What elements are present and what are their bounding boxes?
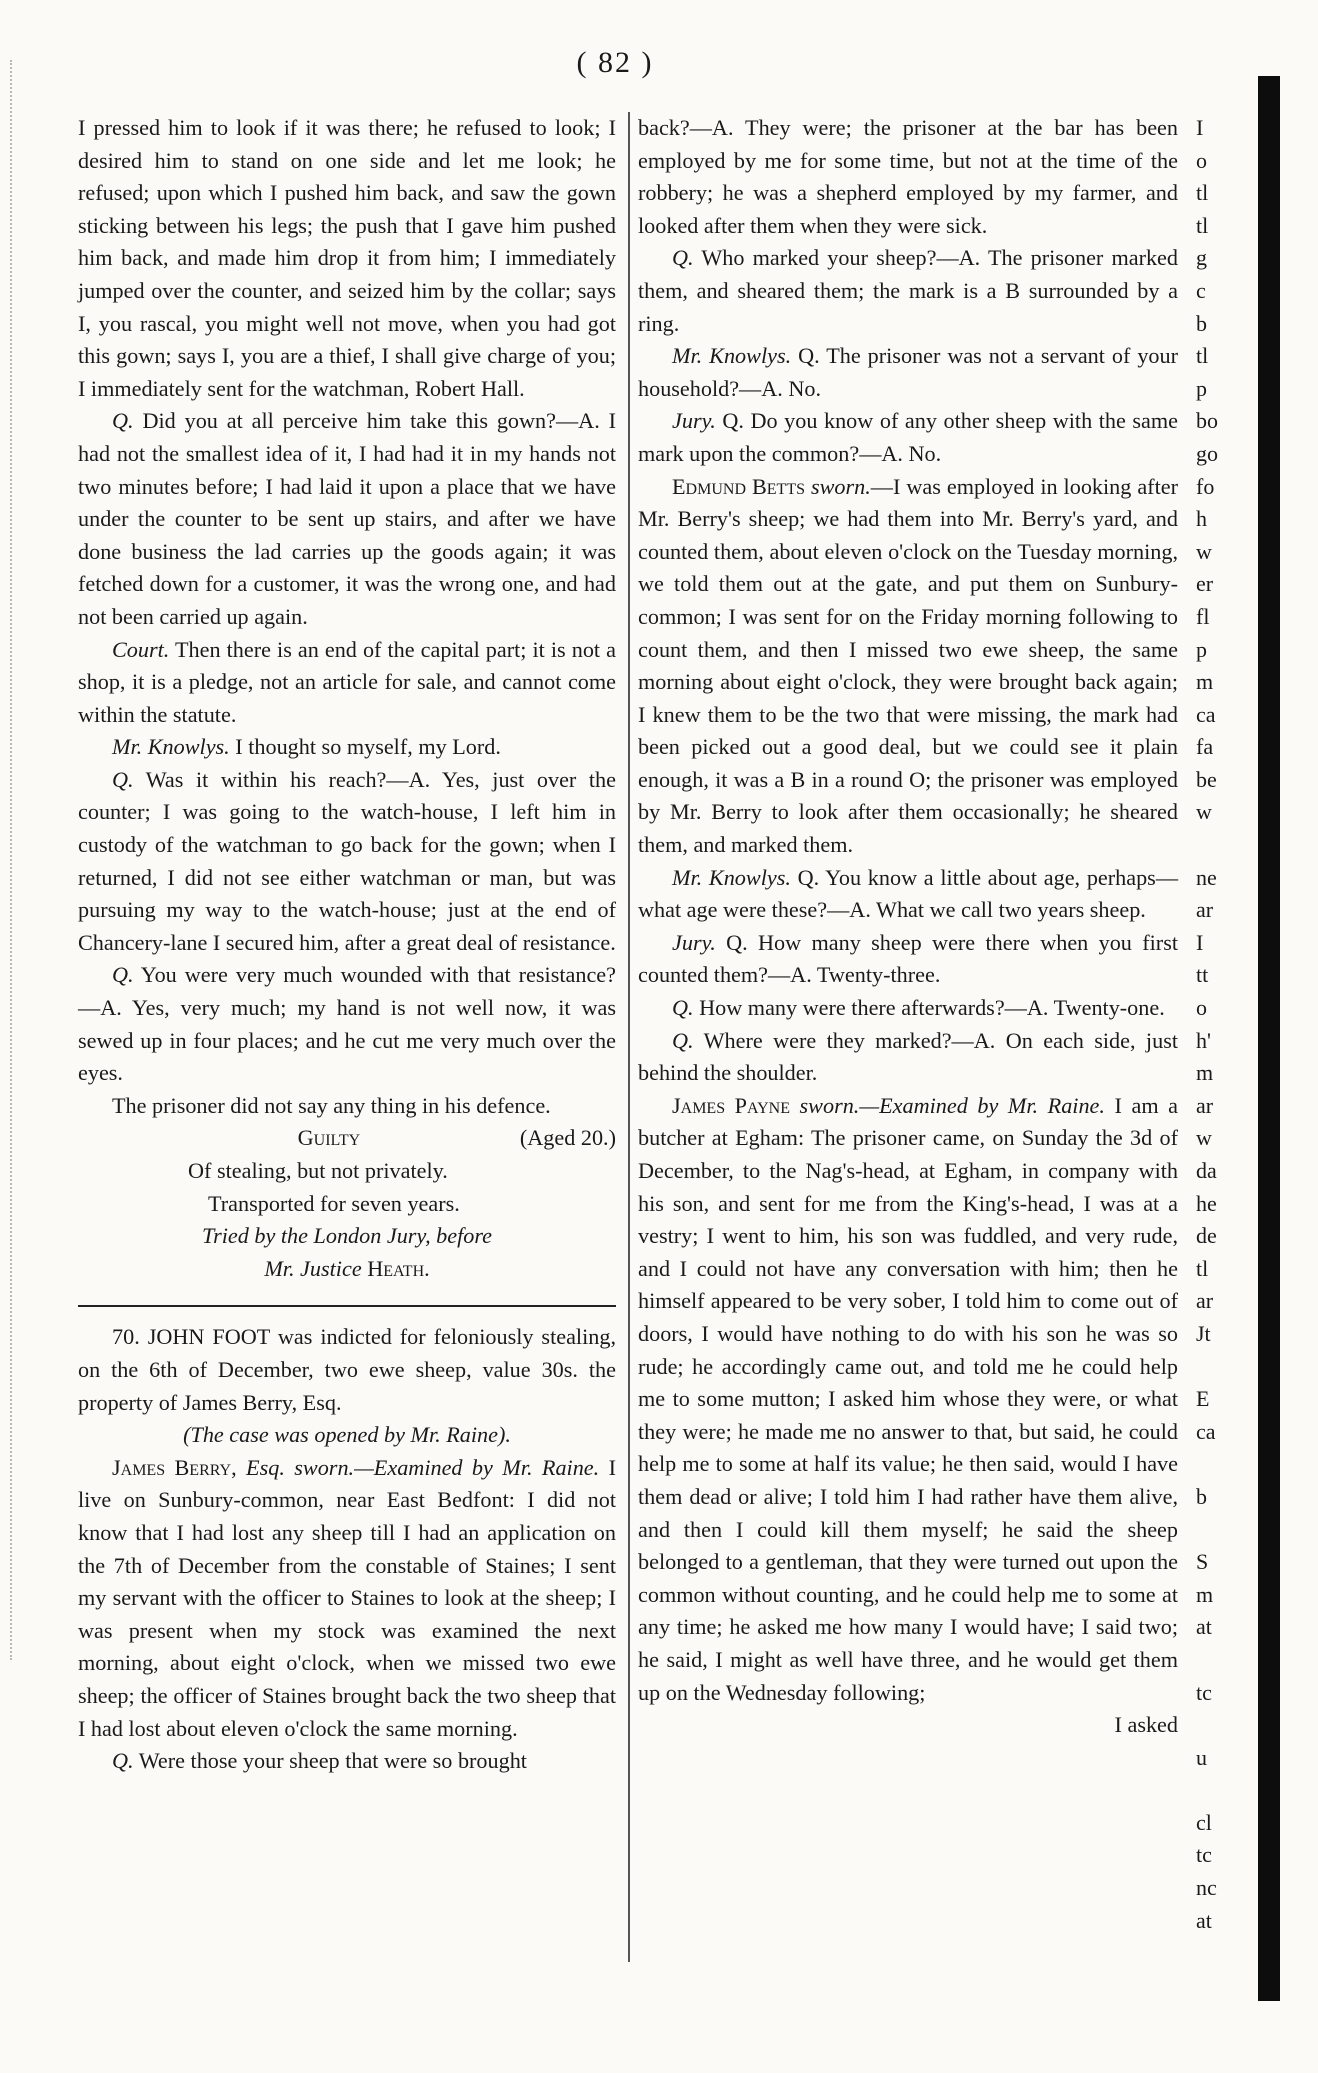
tried-by: Tried by the London Jury, before <box>201 1223 493 1249</box>
margin-fragment: p <box>1196 375 1207 401</box>
margin-fragment: ca <box>1196 1418 1216 1444</box>
paragraph-text: Who marked your sheep?—A. The prisoner marked them, and sheared them; the mark is a B surrounded by a ring. <box>638 245 1178 336</box>
margin-fragment: w <box>1196 799 1212 825</box>
right-column <box>638 112 1178 1742</box>
margin-fragment: m <box>1196 669 1214 695</box>
paragraph-text: I am a butcher at Egham: The prisoner came, on Sunday the 3d of December, to the Nag's-head, at Egham, in company with his son, and sent for me from the King's-head, I was at a vestry; I went to him, his son was fuddled, and very rude, and I could not have any conversation with him; then he himself appeared to be very sober, I told him to come out of doors, I would have nothing to do with his son he was so rude; he accordingly came out, and told me he could help me to some mutton; I asked him whose they were, or what they were; he made me no answer to that, but said, he could help me to some at half its value; he then said, would I have them dead or alive; I told him I had rather have them alive, and then I could kill them myself; he said the sheep belonged to a gentleman, that they were turned out upon the common without counting, and he could help me to some at any time; he asked me how many I would have; I said two; he said, I might as well have three, and he would get them up on the Wednesday following; <box>638 1092 1179 1705</box>
margin-fragment: o <box>1196 995 1207 1021</box>
margin-fragment: bo <box>1196 408 1218 434</box>
paragraph <box>638 927 1178 992</box>
speaker-label: Q. <box>672 245 694 271</box>
speaker-label: Mr. Knowlys. <box>672 864 791 890</box>
next-page-margin-fragments <box>1196 112 1256 1937</box>
witness-name: James Payne <box>672 1092 790 1118</box>
column-divider <box>628 112 630 1962</box>
paragraph-text: I thought so myself, my Lord. <box>235 734 501 760</box>
speaker-label: Mr. Knowlys. <box>672 343 792 369</box>
margin-fragment: m <box>1196 1581 1214 1607</box>
margin-fragment: tc <box>1196 1842 1212 1868</box>
margin-fragment <box>1196 1709 1256 1742</box>
margin-fragment <box>1196 1774 1256 1807</box>
paragraph-text: Q. The prisoner was not a servant of your household?—A. No. <box>638 343 1178 401</box>
paragraph <box>78 634 616 732</box>
verdict-detail: Of stealing, but not privately. <box>188 1158 448 1183</box>
witness-name: James Berry, <box>112 1454 237 1480</box>
verdict: Guilty <box>297 1125 361 1151</box>
margin-fragment: Jt <box>1196 1320 1211 1346</box>
margin-fragment: da <box>1196 1158 1217 1183</box>
sworn-note: sworn. <box>810 473 871 499</box>
margin-fragment: at <box>1196 1907 1212 1933</box>
paragraph <box>638 992 1178 1025</box>
margin-fragment: go <box>1196 440 1218 466</box>
witness-name: Edmund Betts <box>672 473 805 499</box>
paragraph-text: Q. How many sheep were there when you first counted them?—A. Twenty-three. <box>638 929 1178 988</box>
paragraph-text: How many were there afterwards?—A. Twenty-one. <box>699 995 1165 1021</box>
paragraph: back?—A. They were; the prisoner at the bar has been employed by me for some time, but not at the time of the robbery; he was a shepherd employed by my farmer, and looked after them when they were sick. <box>638 115 1178 238</box>
paragraph <box>78 959 616 1089</box>
page-number: ( 82 ) <box>576 46 654 79</box>
prisoner-age: (Aged 20.) <box>519 1125 616 1151</box>
case-opened: (The case was opened by Mr. Raine). <box>183 1422 511 1448</box>
paragraph <box>78 1745 616 1778</box>
margin-fragment: b <box>1196 310 1207 336</box>
speaker-label: Jury. <box>672 408 716 434</box>
paragraph: I pressed him to look if it was there; he refused to look; I desired him to stand on one side and let me look; he refused; upon which I pushed him back, and saw the gown sticking between his legs; the push that I gave him pushed him back, and made him drop it from him; I immediately jumped over the counter, and seized him by the collar; says I, you rascal, you might well not move, when you had got this gown; says I, you are a thief, I shall give charge of you; I immediately sent for the watchman, Robert Hall. <box>78 115 616 401</box>
margin-fragment: fl <box>1196 603 1210 629</box>
margin-fragment: I <box>1196 929 1204 955</box>
defence-text: The prisoner did not say any thing in his defence. <box>112 1092 551 1118</box>
binding-edge <box>10 60 42 1660</box>
margin-fragment: w <box>1196 1125 1212 1151</box>
section-divider <box>78 1305 616 1307</box>
paragraph <box>78 1452 616 1745</box>
paragraph-text: Was it within his reach?—A. Yes, just over the counter; I was going to the watch-house, I left him in custody of the watchman to go back for the gown; when I returned, I did not see either watchman or man, but was pursuing my way to the watch-house; just at the end of Chancery-lane I secured him, after a great deal of resistance. <box>78 766 616 955</box>
paragraph <box>638 1025 1178 1090</box>
paragraph-text: Were those your sheep that were so brought <box>138 1748 527 1774</box>
paragraph <box>638 471 1178 862</box>
margin-fragment: c <box>1196 277 1206 303</box>
paragraph <box>638 1090 1178 1709</box>
margin-fragment <box>1196 829 1256 862</box>
margin-fragment: h <box>1196 506 1207 532</box>
margin-fragment: tl <box>1196 1255 1209 1281</box>
margin-fragment: S <box>1196 1549 1209 1575</box>
speaker-label: Q. <box>672 1027 694 1053</box>
paragraph <box>638 405 1178 470</box>
margin-fragment: nc <box>1196 1875 1217 1901</box>
margin-fragment: b <box>1196 1483 1207 1509</box>
margin-fragment <box>1196 1448 1256 1481</box>
margin-fragment: p <box>1196 636 1207 662</box>
left-column <box>78 112 616 1778</box>
defence-line <box>78 1090 616 1123</box>
margin-fragment: de <box>1196 1223 1217 1249</box>
margin-fragment: tt <box>1196 962 1209 988</box>
margin-fragment: fo <box>1196 473 1215 499</box>
margin-fragment: be <box>1196 766 1217 792</box>
paragraph <box>638 340 1178 405</box>
catchword: I asked <box>1114 1712 1178 1738</box>
margin-fragment <box>1196 1644 1256 1677</box>
margin-fragment: g <box>1196 245 1207 271</box>
margin-fragment: u <box>1196 1744 1207 1770</box>
margin-fragment <box>1196 1351 1256 1384</box>
margin-fragment: m <box>1196 1060 1214 1086</box>
margin-fragment: at <box>1196 1614 1212 1640</box>
speaker-label: Q. <box>672 995 694 1021</box>
paragraph-text: Did you at all perceive him take this gown?—A. I had not the smallest idea of it, I had had it in my hands not two minutes before; I had laid it upon a place that we have under the counter to be sent up stairs, and after we have done business the lad carries up the goods again; it was fetched down for a customer, it was the wrong one, and had not been carried up again. <box>78 408 616 629</box>
margin-fragment: he <box>1196 1190 1217 1216</box>
paragraph-text: Q. Do you know of any other sheep with the same mark upon the common?—A. No. <box>638 408 1179 466</box>
margin-fragment: o <box>1196 147 1207 173</box>
margin-fragment: h' <box>1196 1027 1211 1053</box>
margin-fragment: ar <box>1196 897 1214 923</box>
judge-prefix: Mr. Justice <box>264 1255 362 1281</box>
paragraph <box>78 731 616 764</box>
margin-fragment: tl <box>1196 180 1209 206</box>
case-heading: 70. JOHN FOOT was indicted for feloniously stealing, on the 6th of December, two ewe sheep, value 30s. the property of James Berry, Esq. <box>78 1324 616 1415</box>
speaker-label: Q. <box>112 408 134 434</box>
paragraph <box>78 405 616 633</box>
scan-edge-shadow <box>1258 76 1280 2001</box>
margin-fragment <box>1196 1514 1256 1547</box>
margin-fragment: tc <box>1196 1679 1212 1705</box>
judge-name: Heath. <box>367 1255 430 1281</box>
sworn-note: Esq. sworn.—Examined by Mr. Raine. <box>246 1454 600 1480</box>
margin-fragment: ne <box>1196 864 1217 890</box>
margin-fragment: er <box>1196 571 1214 597</box>
speaker-label: Q. <box>112 962 134 988</box>
margin-fragment: tl <box>1196 212 1209 238</box>
margin-fragment: tl <box>1196 343 1209 369</box>
speaker-label: Q. <box>112 766 134 792</box>
paragraph <box>78 764 616 960</box>
judge-line <box>78 1253 616 1286</box>
verdict-line <box>78 1122 616 1155</box>
margin-fragment: fa <box>1196 734 1214 760</box>
margin-fragment: I <box>1196 115 1204 140</box>
speaker-label: Court. <box>112 636 170 662</box>
speaker-label: Mr. Knowlys. <box>112 734 230 760</box>
margin-fragment: ca <box>1196 701 1216 727</box>
paragraph-text: —I was employed in looking after Mr. Berry's sheep; we had them into Mr. Berry's yard, and counted them, about eleven o'clock on the Tuesday morning, we told them out at the gate, and put them on Sunbury-common; I was sent for on the Friday morning following to count them, and then I missed two ewe sheep, the same morning about eight o'clock, they were brought back again; I knew them to be the two that were missing, the mark had been picked out a good deal, but we could see it plain enough, it was a B in a round O; the prisoner was employed by Mr. Berry to look after them occasionally; he sheared them, and marked them. <box>638 473 1178 858</box>
paragraph-text: Q. You know a little about age, perhaps—what age were these?—A. What we call two years sheep. <box>638 864 1179 923</box>
sentence: Transported for seven years. <box>208 1190 460 1216</box>
paragraph <box>638 242 1178 340</box>
margin-fragment: cl <box>1196 1809 1212 1835</box>
speaker-label: Jury. <box>672 929 716 955</box>
paragraph-text: You were very much wounded with that resistance?—A. Yes, very much; my hand is not well now, it was sewed up in four places; and he cut me very much over the eyes. <box>78 962 616 1086</box>
paragraph <box>638 862 1178 927</box>
paragraph-text: Then there is an end of the capital part; it is not a shop, it is a pledge, not an article for sale, and cannot come within the statute. <box>78 636 616 727</box>
margin-fragment: E <box>1196 1386 1210 1412</box>
paragraph-text: I live on Sunbury-common, near East Bedfont: I did not know that I had lost any sheep till I had an application on the 7th of December from the constable of Staines; I sent my servant with the officer to Staines to look at the sheep; I was present when my stock was examined the next morning, about eight o'clock, when we missed two ewe sheep; the officer of Staines brought back the two sheep that I had lost about eleven o'clock the same morning. <box>78 1454 616 1741</box>
margin-fragment: ar <box>1196 1288 1214 1314</box>
sworn-note: sworn.—Examined by Mr. Raine. <box>799 1092 1105 1118</box>
margin-fragment: w <box>1196 538 1212 564</box>
speaker-label: Q. <box>112 1748 134 1774</box>
margin-fragment: ar <box>1196 1092 1214 1118</box>
paragraph-text: Where were they marked?—A. On each side, just behind the shoulder. <box>638 1027 1178 1086</box>
